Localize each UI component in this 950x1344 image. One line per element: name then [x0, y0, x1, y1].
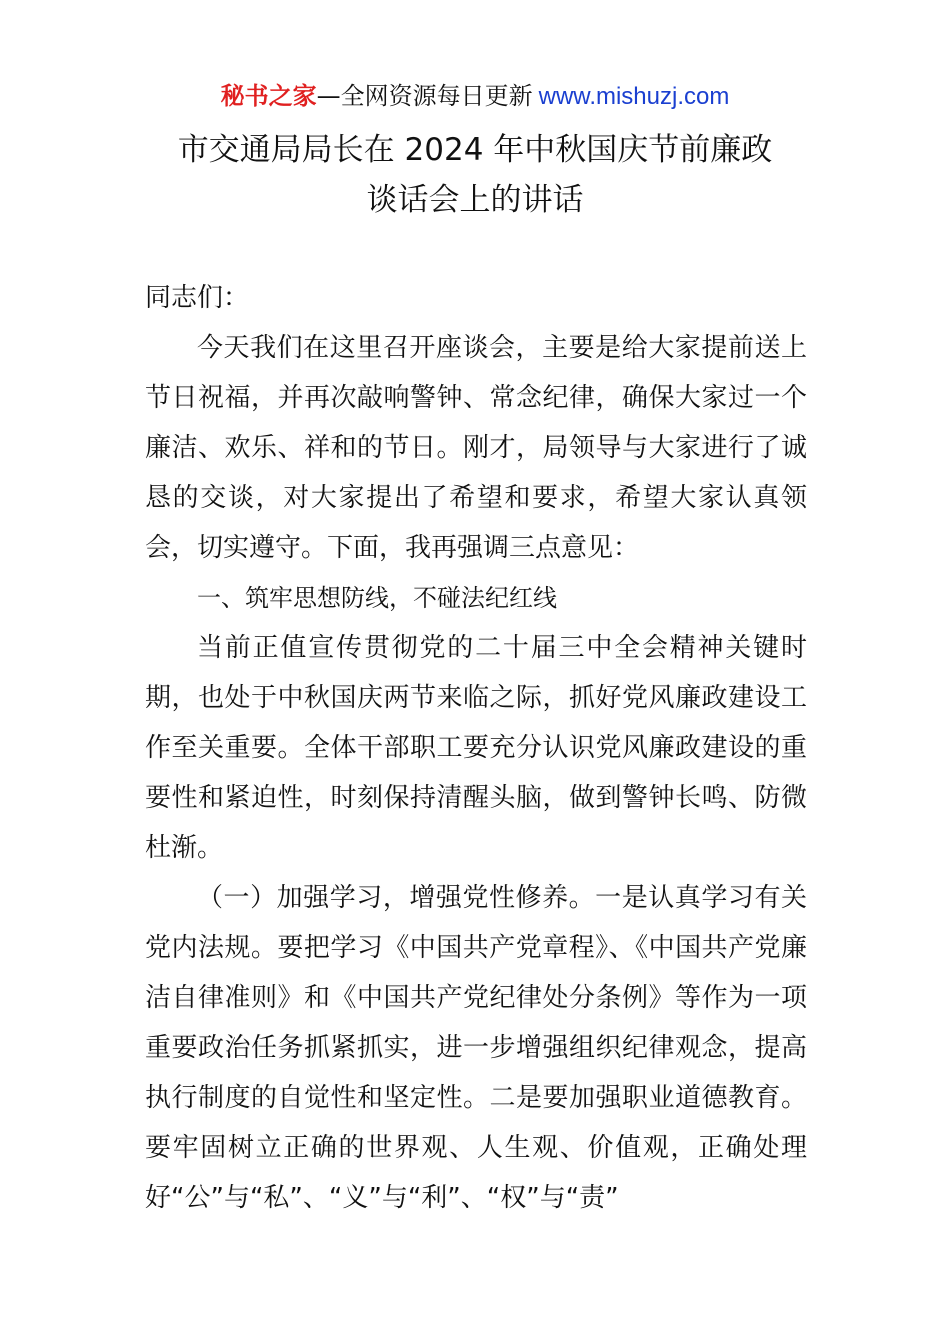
title-line-1: 市交通局局长在 2024 年中秋国庆节前廉政 [177, 132, 773, 168]
title-line-2: 谈话会上的讲话 [366, 182, 584, 218]
document-title [0, 125, 950, 225]
salutation: 同志们： [145, 283, 250, 313]
section-heading-1: 一、筑牢思想防线，不碰法纪红线 [197, 584, 557, 612]
paragraph-subsection-1: （一）加强学习，增强党性修养。一是认真学习有关党内法规。要把学习《中国共产党章程》、《中国共产党廉洁自律准则》和《中国共产党纪律处分条例》等作为一项重要政治任务抓紧抓实，进一步增强组织纪律观念，提高执行制度的自觉性和坚定性。二是要加强职业道德教育。要牢固树立正确的世界观、人生观、价值观，正确处理好“公”与“私”、“义”与“利”、“权”与“责” [145, 883, 807, 1213]
paragraph-section-1: 当前正值宣传贯彻党的二十届三中全会精神关键时期，也处于中秋国庆两节来临之际，抓好党风廉政建设工作至关重要。全体干部职工要充分认识党风廉政建设的重要性和紧迫性，时刻保持清醒头脑，做到警钟长鸣、防微杜渐。 [145, 633, 807, 863]
watermark-header [0, 80, 950, 113]
watermark-tagline: —全网资源每日更新 [316, 82, 533, 110]
watermark-brand: 秘书之家 [220, 82, 317, 110]
document-body [145, 273, 807, 1223]
watermark-url[interactable]: www.mishuzj.com [538, 83, 730, 110]
paragraph-intro: 今天我们在这里召开座谈会，主要是给大家提前送上节日祝福，并再次敲响警钟、常念纪律，确保大家过一个廉洁、欢乐、祥和的节日。刚才，局领导与大家进行了诚恳的交谈，对大家提出了希望和要求，希望大家认真领会，切实遵守。下面，我再强调三点意见： [145, 333, 807, 563]
